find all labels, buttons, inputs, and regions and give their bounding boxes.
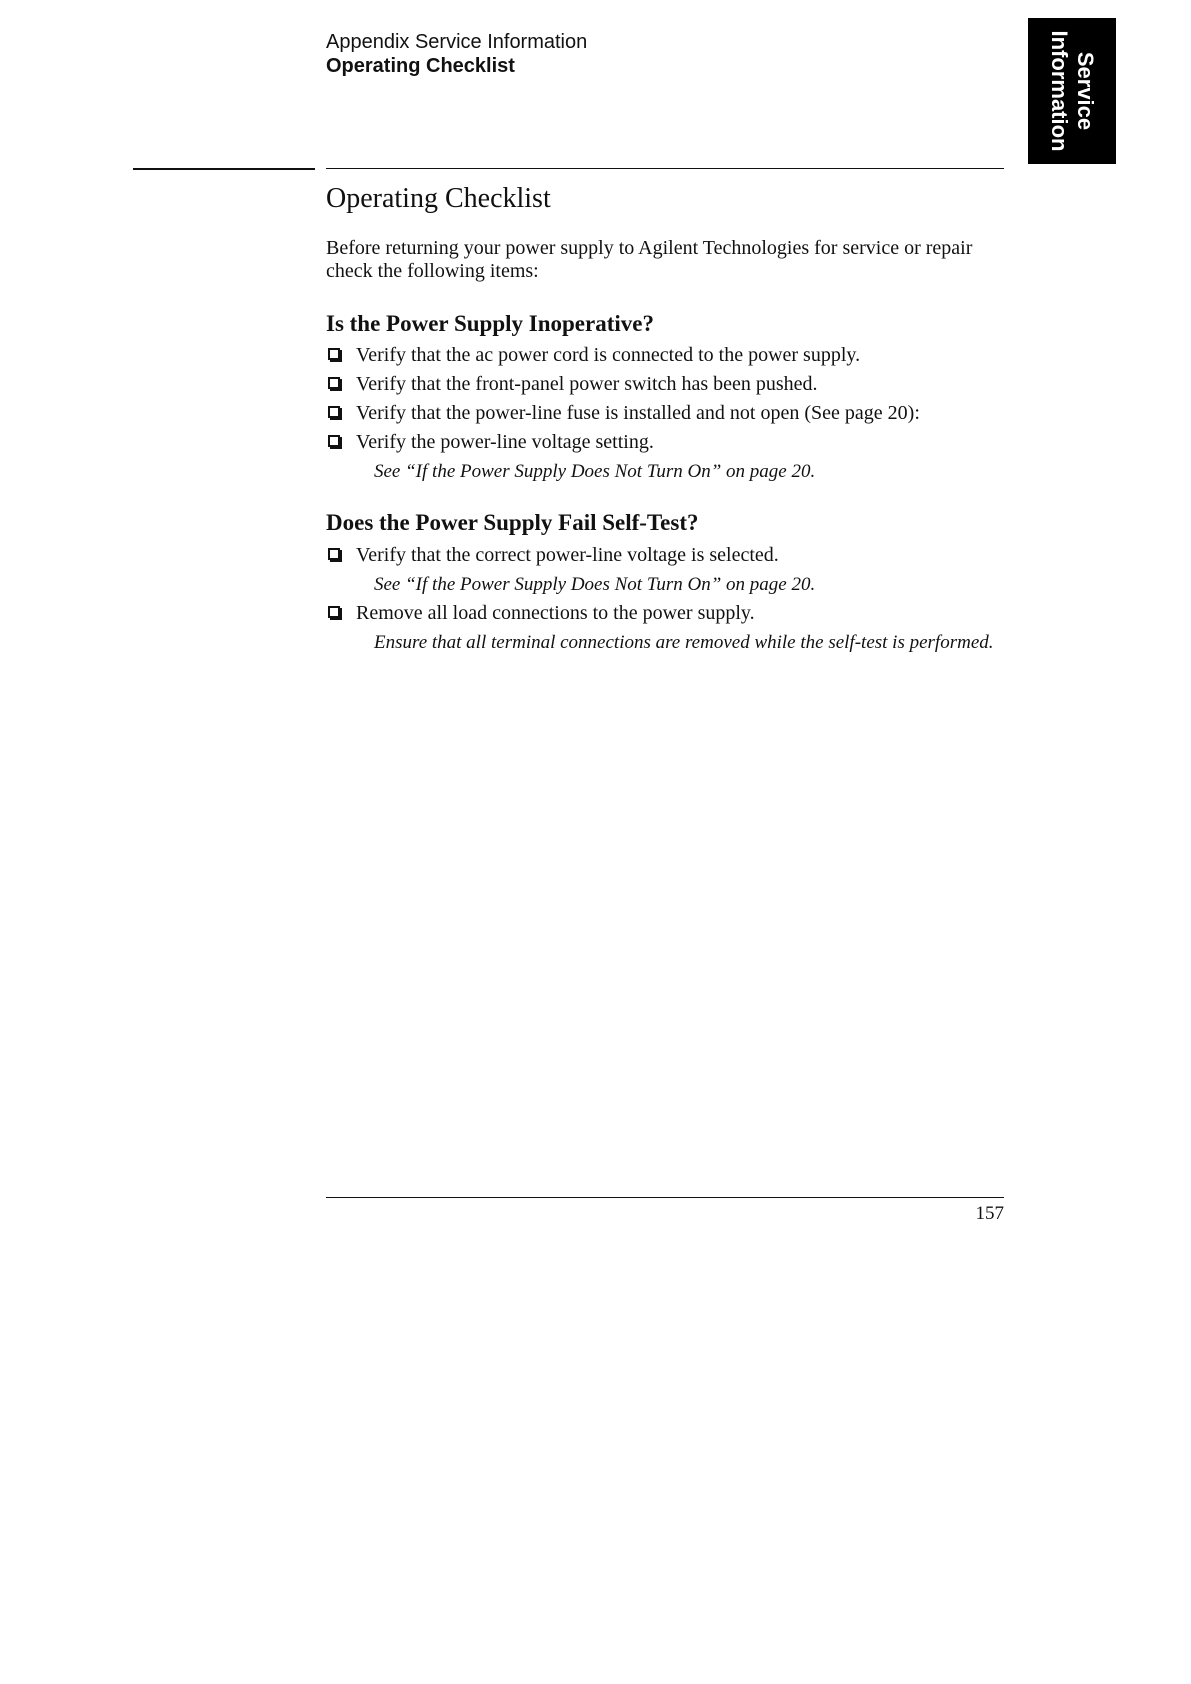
checkbox-icon [328,606,340,618]
checklist-item-text: Verify that the ac power cord is connected to the power supply. [356,344,861,366]
section-thumb-tab [1028,18,1116,164]
heading-rule [326,168,1004,169]
footer-rule [326,1197,1004,1198]
checkbox-icon [328,348,340,360]
checkbox-icon [328,548,340,560]
checklist-note: Ensure that all terminal connections are removed while the self-test is performed. [374,632,994,653]
checklist-item-text: Verify that the correct power-line voltage is selected. [356,544,779,566]
checklist-item-text: Remove all load connections to the power supply. [356,602,755,624]
section-heading-inoperative: Is the Power Supply Inoperative? [326,311,654,336]
intro-paragraph: Before returning your power supply to Agilent Technologies for service or repair check the following items: [326,237,973,282]
header-section-label: Appendix Service Information [326,31,588,53]
header-title: Operating Checklist [326,55,515,77]
checkbox-icon [328,377,340,389]
checklist-item-text: Verify that the front-panel power switch has been pushed. [356,373,818,395]
checkbox-icon [328,406,340,418]
checklist-item-text: Verify that the power-line fuse is installed and not open (See page 20): [356,402,920,424]
checklist-item-text: Verify the power-line voltage setting. [356,431,654,453]
checklist-note: See “If the Power Supply Does Not Turn On” on page 20. [374,461,816,482]
tab-label-line-1: Service [1073,51,1098,131]
left-margin-rule [133,168,315,170]
checklist-note: See “If the Power Supply Does Not Turn On” on page 20. [374,574,816,595]
section-thumb-tab-label [1046,31,1098,152]
page-heading: Operating Checklist [326,183,551,214]
tab-label-line-2: Information [1047,30,1072,152]
section-heading-self-test: Does the Power Supply Fail Self-Test? [326,510,699,535]
checkbox-icon [328,435,340,447]
page-number: 157 [975,1203,1004,1224]
